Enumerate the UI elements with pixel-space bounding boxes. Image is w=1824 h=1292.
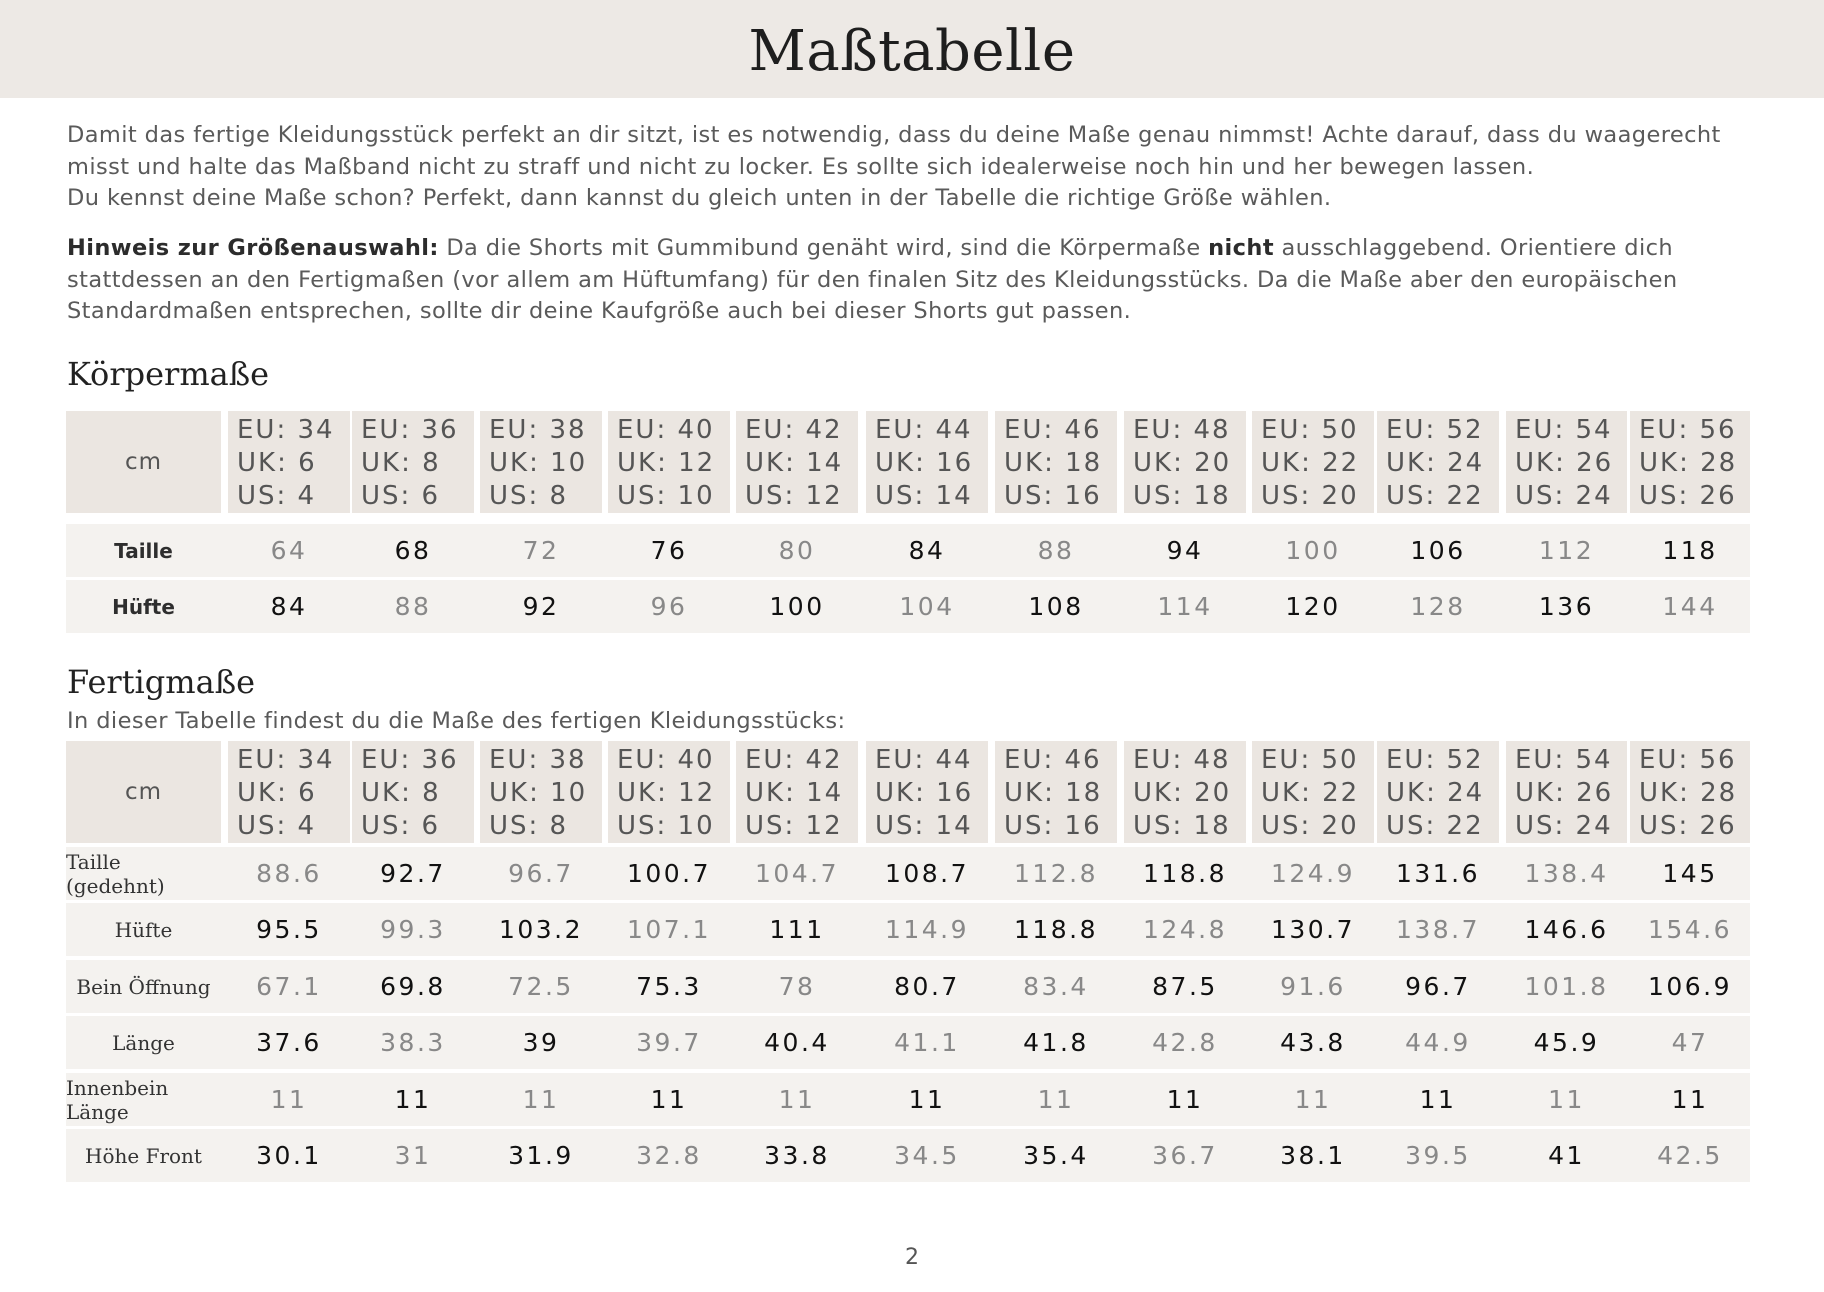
table-cell: 45.9 bbox=[1533, 1028, 1600, 1057]
table-cell: 37.6 bbox=[256, 1028, 322, 1057]
table-cell: 118 bbox=[1662, 536, 1718, 565]
size-header-cell bbox=[1252, 741, 1374, 843]
size-us-label: US: 14 bbox=[875, 811, 973, 841]
size-header-cell bbox=[1124, 741, 1246, 843]
size-hint bbox=[67, 233, 1767, 328]
size-us-label: US: 18 bbox=[1133, 481, 1231, 511]
table-cell: 64 bbox=[270, 536, 308, 565]
size-eu-label: EU: 48 bbox=[1133, 415, 1231, 445]
table-cell: 108 bbox=[1028, 592, 1084, 621]
size-eu-label: EU: 40 bbox=[617, 415, 715, 445]
table-cell: 95.5 bbox=[256, 915, 322, 944]
table-cell: 100 bbox=[1285, 536, 1341, 565]
size-uk-label: UK: 26 bbox=[1515, 778, 1614, 808]
size-eu-label: EU: 46 bbox=[1004, 745, 1102, 775]
table-cell: 118.8 bbox=[1013, 915, 1099, 944]
table-cell: 47 bbox=[1671, 1028, 1709, 1057]
size-header-cell bbox=[1506, 411, 1627, 513]
size-uk-label: UK: 24 bbox=[1386, 448, 1485, 478]
table-cell: 138.7 bbox=[1395, 915, 1481, 944]
size-us-label: US: 6 bbox=[361, 481, 441, 511]
size-eu-label: EU: 38 bbox=[489, 745, 587, 775]
table-cell: 136 bbox=[1538, 592, 1595, 621]
size-header-cell bbox=[1124, 411, 1246, 513]
table-cell: 41.8 bbox=[1023, 1028, 1089, 1057]
size-us-label: US: 18 bbox=[1133, 811, 1231, 841]
table-cell: 144 bbox=[1662, 592, 1718, 621]
size-header-cell bbox=[480, 411, 602, 513]
table-cell: 67.1 bbox=[256, 972, 322, 1001]
size-header-cell bbox=[1377, 411, 1499, 513]
size-us-label: US: 26 bbox=[1639, 481, 1737, 511]
hint-text: ausschlaggebend. Orientiere dich bbox=[1273, 235, 1674, 261]
table-cell: 38.1 bbox=[1280, 1141, 1346, 1170]
size-uk-label: UK: 28 bbox=[1639, 448, 1738, 478]
size-header-row bbox=[66, 411, 1750, 515]
size-us-label: US: 26 bbox=[1639, 811, 1737, 841]
size-eu-label: EU: 42 bbox=[745, 745, 843, 775]
size-uk-label: UK: 12 bbox=[617, 448, 716, 478]
size-header-cell bbox=[1252, 411, 1374, 513]
size-uk-label: UK: 8 bbox=[361, 448, 441, 478]
size-us-label: US: 16 bbox=[1004, 811, 1102, 841]
size-us-label: US: 20 bbox=[1261, 481, 1359, 511]
size-uk-label: UK: 10 bbox=[489, 778, 588, 808]
table-cell: 76 bbox=[650, 536, 688, 565]
table-cell: 11 bbox=[1671, 1085, 1709, 1114]
table-cell: 11 bbox=[1548, 1085, 1585, 1114]
table-cell: 69.8 bbox=[380, 972, 446, 1001]
size-header-cell bbox=[866, 411, 988, 513]
table-cell: 32.8 bbox=[636, 1141, 702, 1170]
table-cell: 39.7 bbox=[636, 1028, 702, 1057]
hint-line: stattdessen an den Fertigmaßen (vor allem am Hüftumfang) für den finalen Sitz des Kleidungsstücks. Da die Maße aber den europäischen bbox=[67, 266, 1678, 293]
row-label: Hüfte bbox=[114, 917, 173, 942]
size-eu-label: EU: 34 bbox=[237, 415, 335, 445]
table-cell: 131.6 bbox=[1395, 859, 1481, 888]
hint-label: Hinweis zur Größenauswahl: bbox=[67, 235, 439, 261]
row-label: Taille (gedehnt) bbox=[66, 849, 165, 898]
hint-text: Da die Shorts mit Gummibund genäht wird, sind die Körpermaße bbox=[438, 235, 1209, 261]
size-eu-label: EU: 54 bbox=[1515, 415, 1613, 445]
table-cell: 87.5 bbox=[1152, 972, 1218, 1001]
size-uk-label: UK: 18 bbox=[1004, 778, 1103, 808]
table-cell: 80 bbox=[778, 536, 816, 565]
table-cell: 146.6 bbox=[1524, 915, 1609, 944]
page-title: Maßtabelle bbox=[748, 18, 1076, 84]
table-cell: 11 bbox=[394, 1085, 432, 1114]
table-cell: 124.8 bbox=[1142, 915, 1228, 944]
size-uk-label: UK: 10 bbox=[489, 448, 588, 478]
table-row bbox=[66, 847, 1750, 900]
size-uk-label: UK: 20 bbox=[1133, 448, 1232, 478]
size-eu-label: EU: 38 bbox=[489, 415, 587, 445]
size-uk-label: UK: 20 bbox=[1133, 778, 1232, 808]
size-uk-label: UK: 18 bbox=[1004, 448, 1103, 478]
table-row bbox=[66, 1016, 1750, 1069]
table-row bbox=[66, 1129, 1750, 1182]
size-us-label: US: 22 bbox=[1386, 481, 1484, 511]
table-cell: 31 bbox=[394, 1141, 432, 1170]
table-cell: 91.6 bbox=[1280, 972, 1346, 1001]
size-us-label: US: 14 bbox=[875, 481, 973, 511]
table-cell: 36.7 bbox=[1152, 1141, 1218, 1170]
table-cell: 96.7 bbox=[508, 859, 574, 888]
size-header-cell bbox=[480, 741, 602, 843]
finished-measurements-table bbox=[66, 741, 1750, 1185]
size-eu-label: EU: 54 bbox=[1515, 745, 1613, 775]
size-header-cell bbox=[866, 741, 988, 843]
size-uk-label: UK: 8 bbox=[361, 778, 441, 808]
table-cell: 96.7 bbox=[1405, 972, 1471, 1001]
size-header-cell bbox=[1377, 741, 1499, 843]
table-cell: 39.5 bbox=[1405, 1141, 1471, 1170]
size-us-label: US: 10 bbox=[617, 811, 715, 841]
size-header-cell bbox=[1630, 741, 1750, 843]
table-cell: 38.3 bbox=[380, 1028, 446, 1057]
table-cell: 112.8 bbox=[1013, 859, 1099, 888]
size-eu-label: EU: 56 bbox=[1639, 415, 1737, 445]
table-cell: 112 bbox=[1538, 536, 1595, 565]
table-cell: 42.5 bbox=[1657, 1141, 1723, 1170]
table-cell: 130.7 bbox=[1270, 915, 1356, 944]
table-cell: 114.9 bbox=[884, 915, 970, 944]
hint-emphasis: nicht bbox=[1208, 235, 1274, 261]
table-cell: 100 bbox=[769, 592, 825, 621]
table-cell: 41 bbox=[1548, 1141, 1585, 1170]
table-cell: 39 bbox=[522, 1028, 560, 1057]
size-eu-label: EU: 56 bbox=[1639, 745, 1737, 775]
size-eu-label: EU: 40 bbox=[617, 745, 715, 775]
size-uk-label: UK: 14 bbox=[745, 778, 844, 808]
size-header-cell bbox=[736, 741, 858, 843]
row-label: Hüfte bbox=[112, 594, 175, 619]
table-cell: 94 bbox=[1166, 536, 1204, 565]
size-eu-label: EU: 44 bbox=[875, 745, 973, 775]
size-us-label: US: 8 bbox=[489, 481, 569, 511]
size-uk-label: UK: 6 bbox=[237, 778, 317, 808]
table-cell: 108.7 bbox=[884, 859, 970, 888]
table-cell: 88 bbox=[1037, 536, 1075, 565]
table-row bbox=[66, 960, 1750, 1013]
size-eu-label: EU: 44 bbox=[875, 415, 973, 445]
table-cell: 78 bbox=[778, 972, 816, 1001]
table-cell: 80.7 bbox=[894, 972, 960, 1001]
size-uk-label: UK: 14 bbox=[745, 448, 844, 478]
table-cell: 114 bbox=[1157, 592, 1213, 621]
finished-measurements-subtitle: In dieser Tabelle findest du die Maße des fertigen Kleidungsstücks: bbox=[67, 708, 846, 734]
finished-measurements-title: Fertigmaße bbox=[67, 663, 255, 701]
table-cell: 42.8 bbox=[1152, 1028, 1218, 1057]
hint-line: Standardmaßen entsprechen, sollte dir deine Kaufgröße auch bei dieser Shorts gut passen. bbox=[67, 298, 1132, 324]
table-cell: 33.8 bbox=[764, 1141, 830, 1170]
table-cell: 118.8 bbox=[1142, 859, 1228, 888]
size-eu-label: EU: 50 bbox=[1261, 415, 1359, 445]
size-eu-label: EU: 48 bbox=[1133, 745, 1231, 775]
size-uk-label: UK: 28 bbox=[1639, 778, 1738, 808]
size-eu-label: EU: 52 bbox=[1386, 745, 1484, 775]
size-eu-label: EU: 42 bbox=[745, 415, 843, 445]
table-cell: 72 bbox=[522, 536, 560, 565]
table-cell: 31.9 bbox=[508, 1141, 574, 1170]
table-cell: 88.6 bbox=[256, 859, 322, 888]
size-uk-label: UK: 22 bbox=[1261, 448, 1360, 478]
table-cell: 72.5 bbox=[508, 972, 574, 1001]
size-eu-label: EU: 52 bbox=[1386, 415, 1484, 445]
size-uk-label: UK: 26 bbox=[1515, 448, 1614, 478]
size-header-cell bbox=[995, 411, 1117, 513]
size-us-label: US: 20 bbox=[1261, 811, 1359, 841]
table-cell: 83.4 bbox=[1023, 972, 1089, 1001]
table-cell: 84 bbox=[270, 592, 308, 621]
table-row bbox=[66, 1073, 1750, 1126]
table-row bbox=[66, 903, 1750, 956]
table-cell: 92 bbox=[522, 592, 560, 621]
table-cell: 68 bbox=[394, 536, 432, 565]
unit-header: cm bbox=[66, 411, 221, 513]
table-cell: 104 bbox=[899, 592, 955, 621]
table-cell: 106 bbox=[1410, 536, 1466, 565]
size-eu-label: EU: 46 bbox=[1004, 415, 1102, 445]
size-header-cell bbox=[608, 741, 730, 843]
page-header bbox=[0, 0, 1824, 98]
table-cell: 11 bbox=[908, 1085, 946, 1114]
intro-line: Du kennst deine Maße schon? Perfekt, dann kannst du gleich unten in der Tabelle die richtige Größe wählen. bbox=[67, 185, 1332, 211]
table-cell: 103.2 bbox=[498, 915, 584, 944]
size-eu-label: EU: 36 bbox=[361, 745, 459, 775]
table-cell: 92.7 bbox=[380, 859, 446, 888]
table-cell: 120 bbox=[1285, 592, 1341, 621]
table-cell: 104.7 bbox=[754, 859, 840, 888]
size-eu-label: EU: 36 bbox=[361, 415, 459, 445]
body-measurements-title: Körpermaße bbox=[67, 355, 270, 393]
size-uk-label: UK: 24 bbox=[1386, 778, 1485, 808]
size-uk-label: UK: 6 bbox=[237, 448, 317, 478]
row-label: Länge bbox=[112, 1030, 175, 1055]
table-cell: 75.3 bbox=[636, 972, 702, 1001]
table-cell: 88 bbox=[394, 592, 432, 621]
table-cell: 11 bbox=[1419, 1085, 1457, 1114]
table-cell: 106.9 bbox=[1647, 972, 1733, 1001]
table-cell: 145 bbox=[1662, 859, 1718, 888]
table-cell: 124.9 bbox=[1270, 859, 1356, 888]
table-cell: 11 bbox=[1294, 1085, 1332, 1114]
size-header-cell bbox=[995, 741, 1117, 843]
table-cell: 30.1 bbox=[256, 1141, 322, 1170]
size-header-cell bbox=[228, 411, 350, 513]
table-cell: 11 bbox=[650, 1085, 688, 1114]
size-uk-label: UK: 12 bbox=[617, 778, 716, 808]
table-cell: 99.3 bbox=[380, 915, 446, 944]
intro-line: misst und halte das Maßband nicht zu straff und nicht zu locker. Es sollte sich idealerweise noch hin und her bewegen lassen. bbox=[67, 153, 1535, 180]
size-header-cell bbox=[1506, 741, 1627, 843]
table-cell: 154.6 bbox=[1647, 915, 1733, 944]
table-row bbox=[66, 580, 1750, 633]
body-measurements-table bbox=[66, 411, 1750, 637]
intro-line: Damit das fertige Kleidungsstück perfekt an dir sitzt, ist es notwendig, dass du deine Maße genau nimmst! Achte darauf, dass du waagerecht bbox=[67, 122, 1721, 148]
row-label: Taille bbox=[114, 538, 173, 563]
size-uk-label: UK: 22 bbox=[1261, 778, 1360, 808]
table-cell: 84 bbox=[908, 536, 946, 565]
row-label: Innenbein Länge bbox=[66, 1075, 169, 1124]
size-header-cell bbox=[352, 411, 474, 513]
intro-text bbox=[67, 120, 1767, 215]
size-us-label: US: 12 bbox=[745, 481, 843, 511]
size-header-cell bbox=[352, 741, 474, 843]
table-cell: 11 bbox=[778, 1085, 816, 1114]
size-us-label: US: 24 bbox=[1515, 811, 1613, 841]
size-us-label: US: 24 bbox=[1515, 481, 1613, 511]
size-header-cell bbox=[1630, 411, 1750, 513]
table-cell: 138.4 bbox=[1524, 859, 1609, 888]
size-uk-label: UK: 16 bbox=[875, 448, 974, 478]
table-cell: 128 bbox=[1410, 592, 1466, 621]
unit-header: cm bbox=[66, 741, 221, 843]
size-us-label: US: 16 bbox=[1004, 481, 1102, 511]
table-cell: 41.1 bbox=[894, 1028, 960, 1057]
table-cell: 111 bbox=[769, 915, 825, 944]
size-uk-label: UK: 16 bbox=[875, 778, 974, 808]
size-header-cell bbox=[736, 411, 858, 513]
size-us-label: US: 8 bbox=[489, 811, 569, 841]
size-header-row bbox=[66, 741, 1750, 845]
size-us-label: US: 6 bbox=[361, 811, 441, 841]
table-cell: 34.5 bbox=[894, 1141, 960, 1170]
table-cell: 107.1 bbox=[626, 915, 712, 944]
table-cell: 44.9 bbox=[1405, 1028, 1471, 1057]
row-label: Höhe Front bbox=[85, 1143, 202, 1168]
table-cell: 11 bbox=[1166, 1085, 1204, 1114]
size-header-cell bbox=[228, 741, 350, 843]
table-row bbox=[66, 524, 1750, 577]
size-us-label: US: 4 bbox=[237, 481, 317, 511]
size-us-label: US: 4 bbox=[237, 811, 317, 841]
size-eu-label: EU: 34 bbox=[237, 745, 335, 775]
table-cell: 11 bbox=[1037, 1085, 1075, 1114]
table-cell: 35.4 bbox=[1023, 1141, 1089, 1170]
row-label: Bein Öffnung bbox=[76, 974, 211, 999]
table-cell: 40.4 bbox=[764, 1028, 830, 1057]
table-cell: 96 bbox=[650, 592, 688, 621]
size-us-label: US: 10 bbox=[617, 481, 715, 511]
table-cell: 100.7 bbox=[626, 859, 712, 888]
table-cell: 43.8 bbox=[1280, 1028, 1346, 1057]
page-number: 2 bbox=[905, 1245, 919, 1270]
size-us-label: US: 12 bbox=[745, 811, 843, 841]
table-cell: 11 bbox=[522, 1085, 560, 1114]
size-header-cell bbox=[608, 411, 730, 513]
size-eu-label: EU: 50 bbox=[1261, 745, 1359, 775]
table-cell: 101.8 bbox=[1524, 972, 1609, 1001]
size-us-label: US: 22 bbox=[1386, 811, 1484, 841]
table-cell: 11 bbox=[270, 1085, 308, 1114]
